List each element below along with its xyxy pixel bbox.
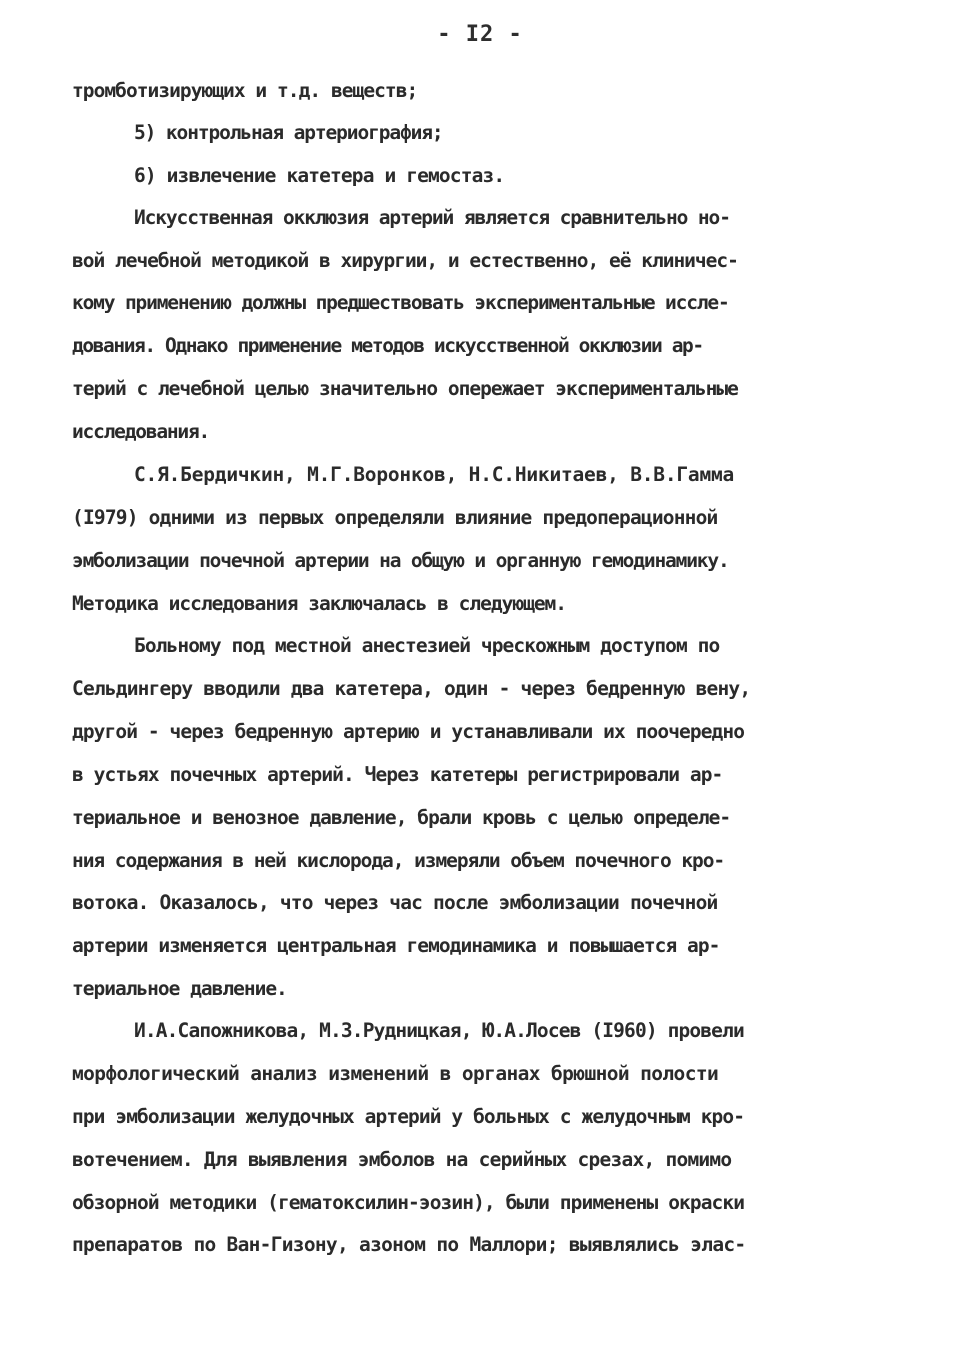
text-line: С.Я.Бердичкин, М.Г.Воронков, Н.С.Никитаев, В.В.Гамма — [134, 463, 735, 486]
text-line: обзорной методики (гематоксилин-эозин), были применены окраски — [72, 1191, 745, 1214]
text-line: ния содержания в ней кислорода, измеряли объем почечного кро- — [72, 849, 725, 872]
text-line: тромботизирующих и т.д. веществ; — [72, 79, 418, 102]
text-line: 6) извлечение катетера и гемостаз. — [134, 164, 505, 187]
text-line: морфологический анализ изменений в органах брюшной полости — [72, 1062, 719, 1085]
text-line: дования. Однако применение методов искусственной окклюзии ар- — [72, 334, 703, 357]
text-line: другой - через бедренную артерию и устанавливали их поочередно — [72, 720, 745, 743]
text-line: Сельдингеру вводили два катетера, один - через бедренную вену, — [72, 677, 751, 700]
text-line: И.А.Сапожникова, М.З.Рудницкая, Ю.А.Лосев (I960) провели — [134, 1019, 744, 1042]
text-line: 5) контрольная артериография; — [134, 121, 443, 144]
text-line: Методика исследования заключалась в следующем. — [72, 592, 567, 615]
text-line: вой лечебной методикой в хирургии, и естественно, её клиничес- — [72, 249, 738, 272]
text-line: терий с лечебной целью значительно опережает экспериментальные — [72, 377, 738, 400]
text-line: териальное и венозное давление, брали кровь с целью определе- — [72, 806, 731, 829]
page-number: - I2 - — [437, 22, 523, 47]
text-line: исследования. — [72, 420, 210, 443]
text-line: вотока. Оказалось, что через час после эмболизации почечной — [72, 891, 718, 914]
text-line: эмболизации почечной артерии на общую и органную гемодинамику. — [72, 549, 729, 572]
text-line: (I979) одними из первых определяли влияние предоперационной — [72, 506, 718, 529]
text-line: Больному под местной анестезией чрескожным доступом по — [134, 634, 720, 657]
text-line: препаратов по Ван-Гизону, азоном по Маллори; выявлялись элас- — [72, 1233, 746, 1256]
text-line: при эмболизации желудочных артерий у больных с желудочным кро- — [72, 1105, 745, 1128]
text-line: вотечением. Для выявления эмболов на серийных срезах, помимо — [72, 1148, 732, 1171]
text-line: в устьях почечных артерий. Через катетеры регистрировали ар- — [72, 763, 723, 786]
text-line: кому применению должны предшествовать экспериментальные иссле- — [72, 291, 729, 314]
text-line: артерии изменяется центральная гемодинамика и повышается ар- — [72, 934, 720, 957]
text-line: териальное давление. — [72, 977, 287, 1000]
text-line: Искусственная окклюзия артерий является сравнительно но- — [134, 206, 730, 229]
